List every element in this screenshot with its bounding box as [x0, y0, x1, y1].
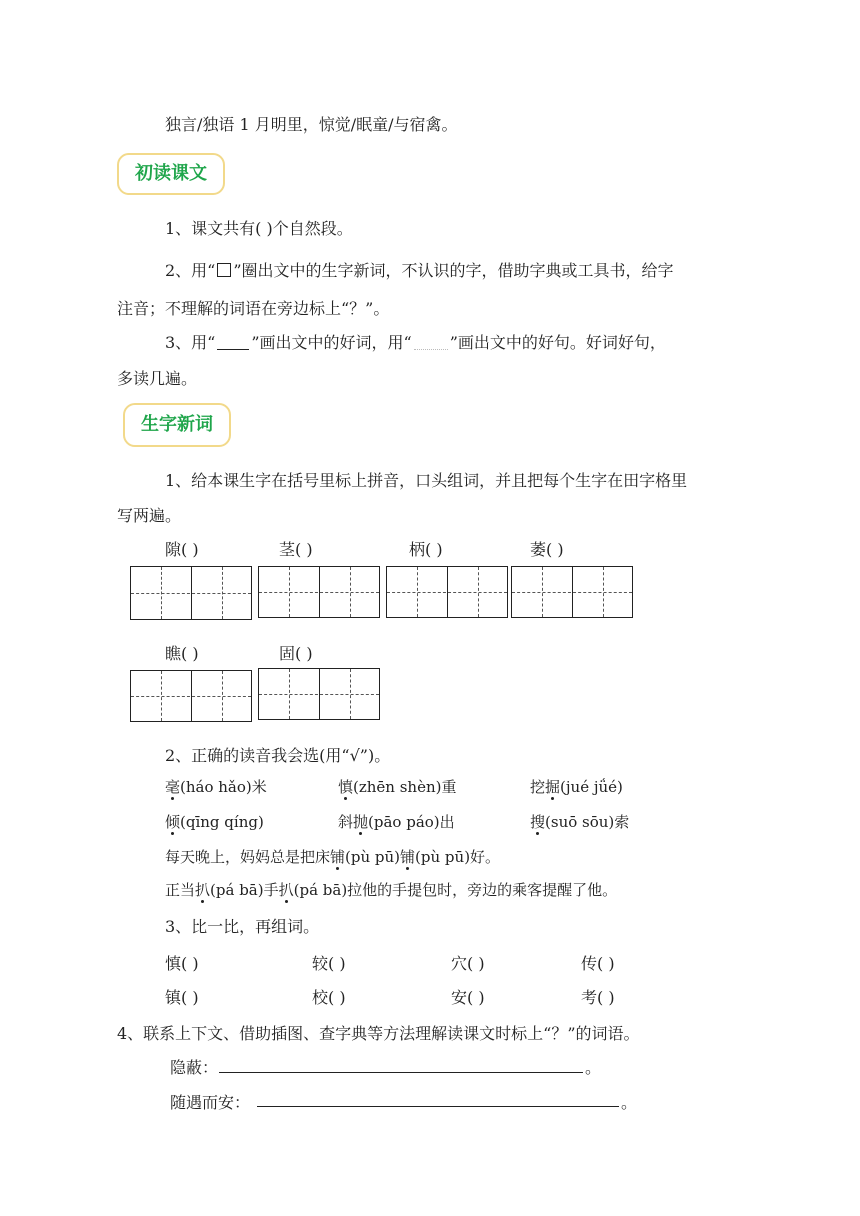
pinyin-sentence[interactable]	[165, 879, 617, 900]
section-badge-new-words	[123, 403, 231, 447]
text-segment: ”画出文中的好词，用“	[251, 333, 412, 352]
pinyin-choice[interactable]	[338, 811, 455, 832]
text-segment: 挖	[530, 778, 546, 796]
pinyin-options: (jué jǘé)	[560, 778, 623, 796]
dotted-char: 搜	[530, 813, 546, 831]
fill-end: 。	[585, 1058, 602, 1077]
char-label: 茎( )	[279, 540, 313, 559]
item-paragraph-count: 1、课文共有( )个自然段。	[165, 219, 353, 238]
answer-line[interactable]	[219, 1072, 583, 1073]
pinyin-options: (suō sōu)索	[545, 813, 630, 831]
tianzige-grid[interactable]	[130, 670, 252, 722]
item-underline-words	[165, 330, 666, 353]
question-2: 2、正确的读音我会选(用“√”)。	[165, 746, 391, 765]
pinyin-options: (pù pū)好。	[415, 848, 501, 866]
tianzige-grid[interactable]	[511, 566, 633, 618]
compare-item: 较( )	[312, 954, 346, 973]
compare-item: 传( )	[581, 954, 615, 973]
question-1-cont: 写两遍。	[117, 506, 182, 525]
text-segment: 3、用“	[165, 333, 216, 352]
compare-item: 穴( )	[451, 954, 485, 973]
section-title: 初读课文	[135, 163, 207, 184]
fill-label: 隐蔽：	[170, 1058, 219, 1077]
text-segment: ”画出文中的好句。好词好句，	[449, 333, 666, 352]
fill-label: 随遇而安：	[170, 1093, 251, 1112]
tianzige-grid[interactable]	[258, 566, 380, 618]
dotted-char: 扒	[195, 881, 211, 899]
item-circle-words	[165, 258, 674, 281]
compare-item: 镇( )	[165, 988, 199, 1007]
dotted-char: 倾	[165, 813, 181, 831]
compare-item: 校( )	[312, 988, 346, 1007]
pinyin-options: (zhēn shèn)重	[353, 778, 457, 796]
compare-item: 安( )	[451, 988, 485, 1007]
section-badge-first-reading	[117, 153, 225, 195]
section-title: 生字新词	[141, 414, 213, 435]
item-circle-words-cont: 注音；不理解的词语在旁边标上“？”。	[117, 299, 390, 318]
tianzige-grid[interactable]	[386, 566, 508, 618]
wavy-line-icon	[414, 335, 448, 350]
dotted-char: 扒	[278, 881, 294, 899]
dotted-char: 铺	[400, 848, 416, 866]
char-label: 固( )	[279, 644, 313, 663]
dotted-char: 毫	[165, 778, 181, 796]
answer-line[interactable]	[257, 1106, 619, 1107]
pinyin-options: (pù pū)	[345, 848, 401, 866]
pinyin-choice[interactable]	[165, 811, 264, 832]
pinyin-options: (pá bā)拉他的手提包时，旁边的乘客提醒了他。	[293, 881, 618, 899]
pinyin-options: (pá bā)手	[210, 881, 279, 899]
text-segment: 2、用“	[165, 261, 216, 280]
pinyin-options: (pāo páo)出	[368, 813, 455, 831]
question-3: 3、比一比，再组词。	[165, 917, 320, 936]
pinyin-choice[interactable]	[165, 776, 267, 797]
text-segment: 正当	[165, 881, 196, 899]
tianzige-grid[interactable]	[258, 668, 380, 720]
pinyin-choice[interactable]	[530, 811, 629, 832]
question-4: 4、联系上下文、借助插图、查字典等方法理解读课文时标上“？”的词语。	[117, 1024, 640, 1043]
char-label: 隙( )	[165, 540, 199, 559]
char-label: 柄( )	[409, 540, 443, 559]
tianzige-grid[interactable]	[130, 566, 252, 620]
compare-item: 考( )	[581, 988, 615, 1007]
text-segment: 每天晚上，妈妈总是把床	[165, 848, 331, 866]
char-label: 萎( )	[530, 540, 564, 559]
pinyin-choice[interactable]	[530, 776, 623, 797]
pinyin-options: (háo hǎo)米	[180, 778, 267, 796]
fill-end: 。	[621, 1093, 638, 1112]
dotted-char: 铺	[330, 848, 346, 866]
intro-line: 独言/独语 1 月明里，惊觉/眠童/与宿禽。	[165, 115, 458, 134]
char-label: 瞧( )	[165, 644, 199, 663]
text-segment: ”圈出文中的生字新词，不认识的字，借助字典或工具书，给字	[233, 261, 674, 280]
text-segment: 斜	[338, 813, 354, 831]
dotted-char: 抛	[353, 813, 369, 831]
pinyin-options: (qīng qíng)	[180, 813, 264, 831]
compare-item: 慎( )	[165, 954, 199, 973]
underline-icon	[217, 335, 249, 350]
item-underline-words-cont: 多读几遍。	[117, 369, 198, 388]
pinyin-choice[interactable]	[338, 776, 457, 797]
dotted-char: 掘	[545, 778, 561, 796]
pinyin-sentence[interactable]	[165, 846, 500, 867]
question-1: 1、给本课生字在括号里标上拼音，口头组词，并且把每个生字在田字格里	[165, 471, 688, 490]
dotted-char: 慎	[338, 778, 354, 796]
square-icon	[217, 263, 231, 277]
